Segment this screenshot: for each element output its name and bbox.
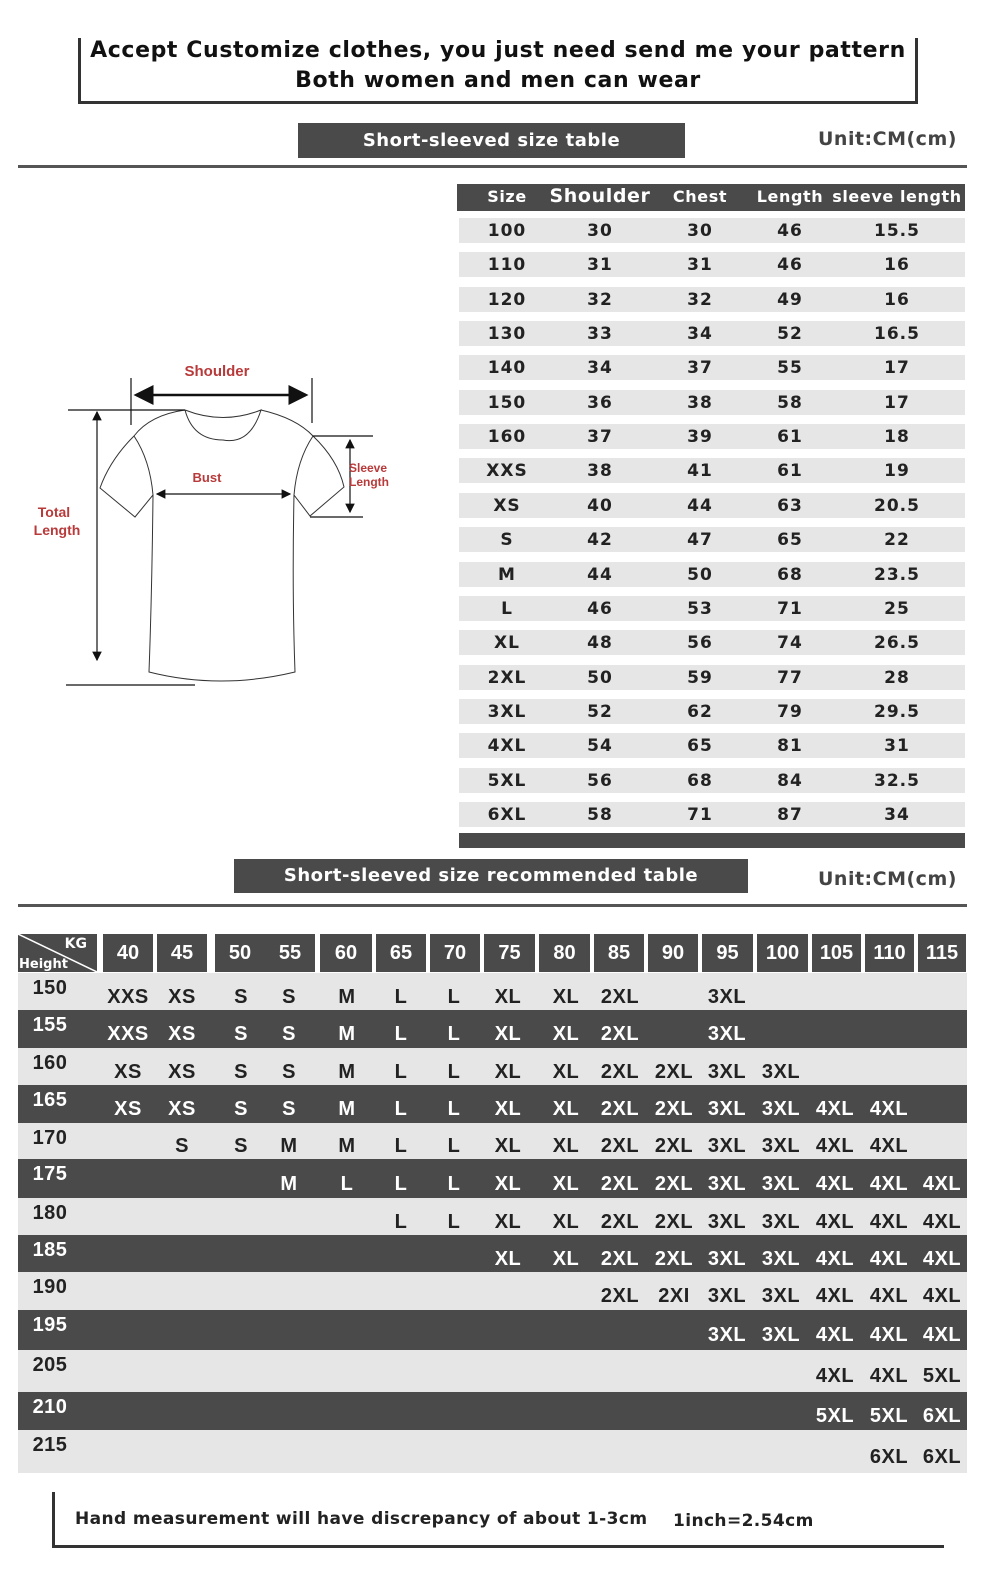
weight-header: 60 (320, 934, 372, 972)
table-row (459, 596, 965, 621)
size-cell: XL (494, 1173, 522, 1195)
table-cell: 6XL (487, 804, 527, 825)
table-row (18, 1235, 967, 1272)
table-cell: 150 (487, 392, 527, 413)
size-cell: 4XL (869, 1285, 909, 1307)
table-cell: XXS (486, 461, 528, 482)
size-cell: 3XL (761, 1135, 801, 1157)
column-header: Chest (672, 187, 728, 206)
tshirt-measurement-diagram (0, 0, 460, 700)
size-cell: 5XL (815, 1405, 855, 1427)
size-cell: 4XL (922, 1285, 962, 1307)
size-cell: M (338, 1135, 356, 1157)
size-cell: 2XL (600, 1173, 640, 1195)
table-cell: 41 (687, 461, 713, 482)
height-cell: 175 (32, 1163, 68, 1185)
table-cell: 38 (587, 461, 613, 482)
height-cell: 185 (32, 1239, 68, 1261)
corner-header (18, 934, 97, 972)
table-row (18, 1272, 967, 1310)
table-row (459, 218, 965, 243)
size-cell: M (338, 1023, 356, 1045)
size-cell: L (447, 1135, 461, 1157)
table-row (459, 424, 965, 449)
weight-header: 50 (215, 934, 265, 972)
weight-header: 100 (757, 934, 808, 972)
table-cell: 16 (884, 289, 910, 310)
table-row (18, 1350, 967, 1392)
table-cell: 46 (777, 255, 803, 276)
size-cell: 3XL (707, 1248, 747, 1270)
size-cell: M (338, 1098, 356, 1120)
size-cell: 3XL (707, 1135, 747, 1157)
size-cell: XL (552, 1061, 580, 1083)
size-cell: 3XL (761, 1285, 801, 1307)
table-cell: 100 (487, 221, 527, 241)
size-cell: XL (494, 1061, 522, 1083)
size-cell: XL (494, 986, 522, 1008)
table-row (459, 630, 965, 655)
table-row (459, 252, 965, 277)
column-header: Size (487, 187, 527, 206)
size-cell: XL (552, 1173, 580, 1195)
height-cell: 170 (32, 1127, 68, 1149)
table-cell: 17 (884, 392, 910, 413)
size-cell: 2XL (654, 1098, 694, 1120)
table-cell: 31 (687, 255, 713, 276)
table-cell: 50 (587, 667, 613, 688)
size-cell: 4XL (815, 1098, 855, 1120)
table-cell: 56 (687, 633, 713, 654)
table-row (459, 562, 965, 587)
table-row (459, 699, 965, 724)
column-header: sleeve length (832, 187, 962, 206)
size-cell: 4XL (869, 1211, 909, 1233)
sleeve-label-1: Sleeve (349, 461, 388, 475)
size-cell: L (394, 1173, 408, 1195)
table-cell: 160 (487, 427, 527, 448)
size-cell: 5XL (922, 1365, 962, 1387)
table-cell: 34 (884, 804, 910, 825)
size-cell: 3XL (707, 1098, 747, 1120)
header-line-2: Both women and men can wear (295, 68, 701, 93)
height-cell: 155 (32, 1014, 68, 1036)
size-cell: 4XL (922, 1248, 962, 1270)
tshirt-outline (100, 410, 344, 681)
table-cell: 37 (587, 427, 613, 448)
size-cell: 2XL (600, 1061, 640, 1083)
size-cell: 2XL (600, 1135, 640, 1157)
table-row (18, 1123, 967, 1159)
table-cell: 50 (687, 564, 713, 585)
bust-label: Bust (192, 470, 222, 485)
size-cell: M (338, 1061, 356, 1083)
measurement-note: Hand measurement will have discrepancy of about 1-3cm (75, 1509, 648, 1529)
size-cell: 4XL (869, 1248, 909, 1270)
table-cell: 23.5 (874, 564, 920, 585)
size-cell: 2XL (654, 1173, 694, 1195)
table-row (18, 1010, 967, 1048)
table-cell: 56 (587, 770, 613, 791)
table-cell: 37 (687, 358, 713, 379)
table-cell: 31 (884, 736, 910, 757)
weight-header: 110 (865, 934, 914, 972)
table-cell: 29.5 (874, 701, 920, 722)
weight-header: 90 (648, 934, 698, 972)
size-cell: 3XL (707, 1173, 747, 1195)
size-cell: XL (494, 1135, 522, 1157)
table-cell: 19 (884, 461, 910, 482)
table-cell: 26.5 (874, 633, 920, 654)
size-cell: XL (552, 1023, 580, 1045)
size-cell: 4XL (922, 1173, 962, 1195)
table-row (18, 1198, 967, 1235)
size-cell: S (234, 986, 248, 1008)
size-cell: L (394, 1023, 408, 1045)
size-cell: S (282, 1098, 296, 1120)
table-cell: 84 (777, 770, 803, 791)
weight-header: 65 (376, 934, 426, 972)
size-cell: 3XL (707, 1285, 747, 1307)
table-cell: 74 (777, 633, 803, 654)
size-cell: 3XL (707, 1023, 747, 1045)
table-cell: 44 (687, 495, 713, 516)
table-cell: 79 (777, 701, 803, 722)
table-cell: 32 (687, 289, 713, 310)
table-cell: M (498, 564, 516, 585)
size-cell: 4XL (922, 1324, 962, 1346)
size-cell: 2XL (600, 1248, 640, 1270)
size-cell: 6XL (869, 1446, 909, 1468)
recommend-table-unit: Unit:CM(cm) (818, 868, 957, 890)
size-cell: M (280, 1135, 298, 1157)
size-cell: XL (552, 986, 580, 1008)
table-cell: 77 (777, 667, 803, 688)
table-cell: 61 (777, 461, 803, 482)
height-cell: 195 (32, 1314, 68, 1336)
height-cell: 205 (32, 1354, 68, 1376)
table-cell: 61 (777, 427, 803, 448)
header-line-1: Accept Customize clothes, you just need send me your pattern (90, 38, 906, 63)
size-cell: 2XL (654, 1211, 694, 1233)
table-cell: 46 (777, 221, 803, 241)
table-cell: 47 (687, 530, 713, 551)
table-row (459, 458, 965, 483)
table-row (18, 1310, 967, 1350)
size-table-title: Short-sleeved size table (298, 123, 685, 158)
size-cell: 4XL (869, 1324, 909, 1346)
size-cell: M (280, 1173, 298, 1195)
table-cell: 71 (777, 598, 803, 619)
table-cell: 34 (587, 358, 613, 379)
size-cell: L (447, 1061, 461, 1083)
table-cell: 30 (587, 221, 613, 241)
size-cell: 2XL (600, 1211, 640, 1233)
table-cell: XS (493, 495, 521, 516)
size-cell: 3XL (761, 1211, 801, 1233)
size-cell: 2XL (600, 1098, 640, 1120)
weight-header: 115 (918, 934, 966, 972)
table-cell: 46 (587, 598, 613, 619)
size-cell: 3XL (761, 1324, 801, 1346)
size-cell: XL (552, 1098, 580, 1120)
table-cell: 2XL (487, 667, 527, 688)
height-cell: 190 (32, 1276, 68, 1298)
size-cell: 2XL (600, 986, 640, 1008)
size-cell: 3XL (761, 1098, 801, 1120)
height-cell: 150 (32, 977, 68, 999)
table-cell: 65 (687, 736, 713, 757)
table-cell: 38 (687, 392, 713, 413)
table-row (459, 287, 965, 312)
table-cell: 53 (687, 598, 713, 619)
sleeve-label-2: Length (349, 475, 389, 489)
table-row (18, 1085, 967, 1123)
size-cell: L (447, 986, 461, 1008)
size-cell: XS (114, 1098, 142, 1120)
size-cell: 2XL (600, 1285, 640, 1307)
table-cell: 65 (777, 530, 803, 551)
size-cell: 3XL (707, 1324, 747, 1346)
size-cell: L (394, 1211, 408, 1233)
table-row (459, 665, 965, 690)
table-row (459, 493, 965, 518)
table-row (18, 1159, 967, 1198)
table-cell: 110 (487, 255, 527, 276)
size-cell: 2XL (600, 1023, 640, 1045)
size-cell: S (234, 1023, 248, 1045)
size-cell: L (447, 1098, 461, 1120)
total-label-1: Total (37, 504, 71, 520)
table-row (18, 973, 967, 1010)
size-table-bottom-bar (459, 833, 965, 848)
table-cell: 33 (587, 324, 613, 345)
table-cell: 48 (587, 633, 613, 654)
table-cell: 32 (587, 289, 613, 310)
weight-header: 55 (265, 934, 315, 972)
size-cell: S (234, 1098, 248, 1120)
size-cell: 6XL (922, 1446, 962, 1468)
table-cell: 68 (687, 770, 713, 791)
table-row (459, 321, 965, 346)
size-cell: XS (168, 1023, 196, 1045)
table-cell: 55 (777, 358, 803, 379)
size-cell: S (234, 1061, 248, 1083)
size-cell: 5XL (869, 1405, 909, 1427)
total-label-2: Length (33, 522, 81, 538)
kg-label: KG (64, 936, 87, 952)
table-cell: 140 (487, 358, 527, 379)
table-cell: 16 (884, 255, 910, 276)
size-cell: 6XL (922, 1405, 962, 1427)
table-cell: 16.5 (874, 324, 920, 345)
size-cell: 4XL (922, 1211, 962, 1233)
size-cell: XS (168, 986, 196, 1008)
size-cell: 2XL (654, 1061, 694, 1083)
inch-conversion: 1inch=2.54cm (673, 1511, 814, 1531)
size-cell: 4XL (815, 1211, 855, 1233)
size-cell: M (338, 986, 356, 1008)
size-cell: 4XL (869, 1098, 909, 1120)
table-cell: 5XL (487, 770, 527, 791)
size-cell: 4XL (815, 1135, 855, 1157)
size-cell: XL (494, 1098, 522, 1120)
size-cell: XL (494, 1211, 522, 1233)
weight-header: 70 (430, 934, 480, 972)
size-cell: L (447, 1173, 461, 1195)
shoulder-label: Shoulder (184, 363, 250, 380)
table-cell: 52 (587, 701, 613, 722)
size-cell: 2XL (654, 1135, 694, 1157)
table-row (18, 1430, 967, 1473)
weight-header: 85 (594, 934, 644, 972)
table-cell: 42 (587, 530, 613, 551)
table-cell: 120 (487, 289, 527, 310)
size-cell: 3XL (761, 1173, 801, 1195)
size-cell: 3XL (707, 1061, 747, 1083)
size-cell: XL (494, 1248, 522, 1270)
table-cell: 15.5 (874, 221, 920, 241)
weight-header: 105 (812, 934, 861, 972)
table-cell: 40 (587, 495, 613, 516)
table-row (459, 733, 965, 758)
table-cell: 58 (587, 804, 613, 825)
size-cell: 2XL (654, 1248, 694, 1270)
height-cell: 210 (32, 1396, 68, 1418)
size-cell: 4XL (869, 1173, 909, 1195)
table-cell: 30 (687, 221, 713, 241)
size-cell: L (340, 1173, 354, 1195)
column-header: Length (756, 187, 824, 206)
size-cell: 4XL (815, 1365, 855, 1387)
weight-header: 75 (484, 934, 535, 972)
size-cell: 4XL (869, 1135, 909, 1157)
table-row (18, 1048, 967, 1085)
table-cell: 18 (884, 427, 910, 448)
table-cell: 32.5 (874, 770, 920, 791)
size-cell: XL (552, 1248, 580, 1270)
size-cell: XL (552, 1135, 580, 1157)
height-cell: 215 (32, 1434, 68, 1456)
size-cell: L (447, 1023, 461, 1045)
weight-header: 40 (103, 934, 153, 972)
size-table-unit: Unit:CM(cm) (818, 128, 957, 150)
table-cell: 59 (687, 667, 713, 688)
footer-box (52, 1492, 944, 1548)
divider (18, 904, 967, 907)
size-cell: 3XL (761, 1061, 801, 1083)
size-cell: L (394, 1135, 408, 1157)
table-cell: 130 (487, 324, 527, 345)
table-cell: 34 (687, 324, 713, 345)
table-cell: 44 (587, 564, 613, 585)
table-cell: 71 (687, 804, 713, 825)
table-cell: 28 (884, 667, 910, 688)
table-cell: 49 (777, 289, 803, 310)
table-cell: 25 (884, 598, 910, 619)
table-row (459, 355, 965, 380)
table-cell: 31 (587, 255, 613, 276)
table-row (459, 768, 965, 793)
table-cell: XL (494, 633, 520, 654)
size-cell: L (447, 1211, 461, 1233)
table-cell: 68 (777, 564, 803, 585)
weight-header: 95 (702, 934, 753, 972)
recommend-table-title: Short-sleeved size recommended table (234, 859, 748, 893)
table-cell: 62 (687, 701, 713, 722)
table-cell: 17 (884, 358, 910, 379)
table-cell: 52 (777, 324, 803, 345)
size-cell: S (282, 1023, 296, 1045)
size-cell: XXS (107, 986, 149, 1008)
table-row (459, 527, 965, 552)
size-cell: XS (168, 1061, 196, 1083)
size-cell: XS (114, 1061, 142, 1083)
size-cell: L (394, 1098, 408, 1120)
height-cell: 165 (32, 1089, 68, 1111)
table-cell: S (500, 530, 514, 551)
table-row (459, 390, 965, 415)
size-cell: 3XL (761, 1248, 801, 1270)
column-header: Shoulder (549, 185, 651, 207)
size-cell: 2XI (658, 1285, 690, 1307)
table-cell: 22 (884, 530, 910, 551)
size-cell: S (234, 1135, 248, 1157)
height-cell: 180 (32, 1202, 68, 1224)
size-cell: 4XL (815, 1285, 855, 1307)
size-cell: S (175, 1135, 189, 1157)
size-cell: L (394, 1061, 408, 1083)
size-cell: XXS (107, 1023, 149, 1045)
size-cell: 4XL (869, 1365, 909, 1387)
table-cell: 63 (777, 495, 803, 516)
size-cell: 4XL (815, 1173, 855, 1195)
size-table-header (457, 184, 965, 211)
size-cell: XL (494, 1023, 522, 1045)
size-cell: L (394, 986, 408, 1008)
table-cell: 87 (777, 804, 803, 825)
size-cell: 3XL (707, 986, 747, 1008)
table-cell: 36 (587, 392, 613, 413)
table-cell: 3XL (487, 701, 527, 722)
size-cell: XL (552, 1211, 580, 1233)
table-cell: 81 (777, 736, 803, 757)
table-cell: 54 (587, 736, 613, 757)
weight-header: 80 (539, 934, 590, 972)
size-cell: XS (168, 1098, 196, 1120)
height-label: Height (19, 957, 68, 972)
size-cell: 4XL (815, 1324, 855, 1346)
table-row (18, 1392, 967, 1430)
table-cell: 4XL (487, 736, 527, 757)
table-cell: 39 (687, 427, 713, 448)
size-cell: S (282, 986, 296, 1008)
size-cell: 3XL (707, 1211, 747, 1233)
table-cell: L (501, 598, 513, 619)
weight-header: 45 (157, 934, 207, 972)
table-cell: 58 (777, 392, 803, 413)
table-cell: 20.5 (874, 495, 920, 516)
table-row (459, 802, 965, 827)
height-cell: 160 (32, 1052, 68, 1074)
size-cell: S (282, 1061, 296, 1083)
size-cell: 4XL (815, 1248, 855, 1270)
